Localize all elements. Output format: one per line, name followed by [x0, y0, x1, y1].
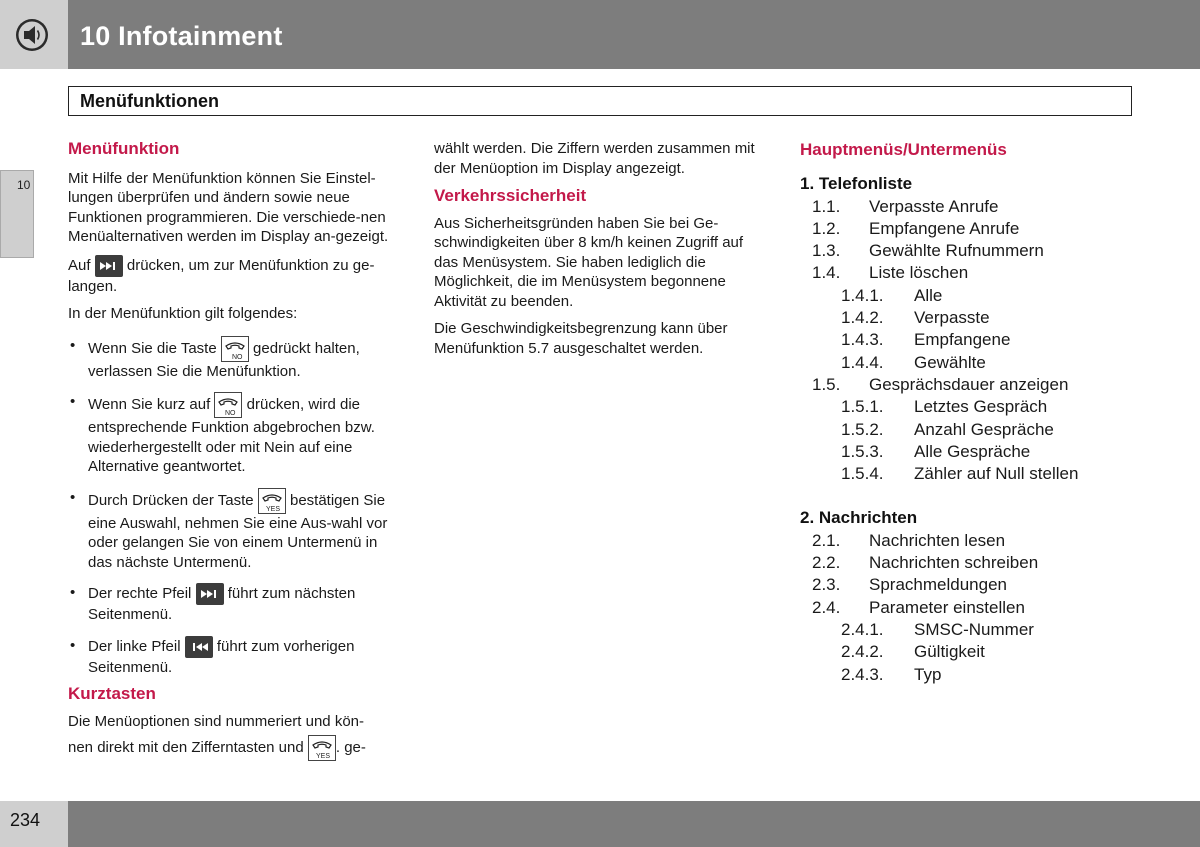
menu-item-label: Anzahl Gespräche	[914, 419, 1054, 439]
paragraph: Die Geschwindigkeitsbegrenzung kann über Menüfunktion 5.7 ausgeschaltet werden.	[434, 320, 728, 357]
menu-item-label: Empfangene Anrufe	[869, 218, 1020, 238]
paragraph: Aus Sicherheitsgründen haben Sie bei Ge-schwindigkeiten über 8 km/h keinen Zugriff auf das Menüsystem. Sie haben lediglich die Möglichkeit, die im Menüsystem begonnene Aktivität zu beenden.	[434, 214, 744, 310]
phone-yes-icon	[258, 488, 286, 514]
menu-item-label: Zähler auf Null stellen	[914, 464, 1079, 484]
menu-item	[800, 240, 1180, 262]
menu-item-number: 2.4.	[812, 597, 841, 617]
menu-item	[800, 552, 1180, 574]
text: Der rechte Pfeil	[88, 584, 192, 602]
svg-text:NO: NO	[231, 353, 243, 361]
svg-text:YES: YES	[265, 505, 280, 513]
column-3	[800, 139, 1180, 686]
menu-item-label: SMSC-Nummer	[914, 619, 1034, 639]
heading-kurztasten: Kurztasten	[68, 684, 156, 703]
svg-text:YES: YES	[315, 753, 330, 760]
menu-item-number: 1.5.	[812, 374, 841, 394]
prev-arrow-icon	[185, 636, 213, 658]
menu-item	[800, 441, 1180, 463]
menu-item	[800, 419, 1180, 441]
text: drücken, wird die entsprechende Funktion abgebrochen bzw. wiederhergestellt oder mit Nein auf eine Alternative geantwortet.	[88, 395, 375, 475]
menu-item-number: 1.4.3.	[841, 330, 884, 350]
text: führt zum nächsten Seitenmenü.	[88, 584, 356, 623]
heading-hauptmenues: Hauptmenüs/Untermenüs	[800, 140, 1007, 159]
menu-item-number: 2.1.	[812, 530, 841, 550]
text: Wenn Sie kurz auf	[88, 395, 211, 413]
menu-item-number: 1.3.	[812, 241, 841, 261]
column-2	[434, 139, 759, 366]
text: Der linke Pfeil	[88, 637, 181, 655]
menu-item	[800, 196, 1180, 218]
menu-item-number: 1.5.4.	[841, 464, 884, 484]
menu-group-nachrichten: 2. Nachrichten	[800, 508, 918, 528]
menu-item-label: Empfangene	[914, 330, 1011, 350]
menu-item-number: 2.4.2.	[841, 642, 884, 662]
menu-item	[800, 329, 1180, 351]
menu-item	[800, 396, 1180, 418]
menu-item-number: 1.2.	[812, 218, 841, 238]
menu-item	[800, 619, 1180, 641]
menu-item-label: Nachrichten lesen	[869, 530, 1006, 550]
paragraph	[68, 255, 403, 297]
menu-list	[800, 530, 1180, 686]
phone-yes-icon	[308, 735, 336, 761]
bullet-list	[68, 336, 403, 678]
menu-item	[800, 664, 1180, 686]
paragraph: Die Menüoptionen sind nummeriert und kön-	[68, 712, 364, 730]
menu-item-number: 2.4.3.	[841, 664, 884, 684]
menu-item	[800, 641, 1180, 663]
text: nen direkt mit den Zifferntasten und	[68, 738, 304, 756]
text: gedrückt halten, verlassen Sie die Menüfunktion.	[88, 339, 360, 380]
menu-item-label: Parameter einstellen	[869, 597, 1025, 617]
menu-group-telefonliste: 1. Telefonliste	[800, 174, 913, 194]
phone-no-icon	[221, 336, 249, 362]
menu-item-label: Verpasste Anrufe	[869, 196, 999, 216]
menu-item-number: 1.5.2.	[841, 419, 884, 439]
menu-item	[800, 530, 1180, 552]
text: Auf	[68, 256, 91, 274]
menu-item-label: Gültigkeit	[914, 642, 985, 662]
menu-item	[800, 218, 1180, 240]
footer-bar	[68, 801, 1200, 847]
menu-item-label: Alle Gespräche	[914, 441, 1031, 461]
menu-item-label: Alle	[914, 285, 943, 305]
menu-item-label: Gewählte Rufnummern	[869, 241, 1044, 261]
menu-item-number: 1.4.1.	[841, 285, 884, 305]
header-icon-box	[0, 0, 68, 69]
text: . ge-	[335, 738, 366, 756]
page-number: 234	[10, 810, 41, 830]
paragraph: In der Menüfunktion gilt folgendes:	[68, 305, 298, 322]
text: führt zum vorherigen Seitenmenü.	[88, 637, 355, 676]
list-item	[68, 392, 403, 477]
menu-item-number: 1.4.	[812, 263, 841, 283]
list-item	[68, 488, 403, 573]
menu-item-label: Liste löschen	[869, 263, 969, 283]
menu-item-label: Sprachmeldungen	[869, 575, 1007, 595]
list-item	[68, 583, 403, 625]
list-item	[68, 336, 403, 382]
paragraph: wählt werden. Die Ziffern werden zusammen mit der Menüoption im Display angezeigt.	[434, 140, 755, 177]
chapter-title: 10 Infotainment	[80, 21, 283, 51]
menu-item-number: 1.5.1.	[841, 397, 884, 417]
menu-item-label: Gewählte	[914, 352, 986, 372]
paragraph	[68, 735, 403, 761]
paragraph: Mit Hilfe der Menüfunktion können Sie Einstel-lungen überprüfen und ändern sowie neue Funktionen programmieren. Die verschiede-nen Menüalternativen werden im Display an-gezeigt.	[68, 169, 389, 245]
text: Wenn Sie die Taste	[88, 339, 217, 357]
menu-item-label: Verpasste	[914, 308, 990, 328]
next-arrow-icon	[196, 583, 224, 605]
side-tab-number: 10	[17, 178, 31, 192]
column-1	[68, 139, 403, 769]
menu-item	[800, 463, 1180, 485]
menu-item	[800, 262, 1180, 284]
menu-item-label: Typ	[914, 664, 942, 684]
menu-item	[800, 597, 1180, 619]
menu-item-number: 1.5.3.	[841, 441, 884, 461]
menu-item-number: 1.4.4.	[841, 352, 884, 372]
heading-verkehrssicherheit: Verkehrssicherheit	[434, 186, 587, 205]
menu-item-number: 2.2.	[812, 553, 841, 573]
menu-item-number: 2.4.1.	[841, 619, 884, 639]
section-title-box	[68, 86, 1132, 116]
svg-text:NO: NO	[225, 410, 236, 417]
speaker-icon	[15, 18, 49, 52]
menu-item	[800, 352, 1180, 374]
text: Durch Drücken der Taste	[88, 491, 254, 509]
menu-item	[800, 374, 1180, 396]
menu-item	[800, 307, 1180, 329]
menu-item-label: Letztes Gespräch	[914, 397, 1048, 417]
menu-item-number: 1.4.2.	[841, 308, 884, 328]
list-item	[68, 636, 403, 678]
menu-item-number: 1.1.	[812, 196, 841, 216]
menu-item-label: Nachrichten schreiben	[869, 553, 1039, 573]
section-title: Menüfunktionen	[80, 91, 219, 111]
menu-item	[800, 285, 1180, 307]
menu-item	[800, 574, 1180, 596]
text: drücken, um zur Menüfunktion zu ge-langen.	[68, 256, 375, 295]
heading-menuefunktion: Menüfunktion	[68, 139, 180, 158]
menu-item-label: Gesprächsdauer anzeigen	[869, 374, 1069, 394]
text: bestätigen Sie eine Auswahl, nehmen Sie eine Aus-wahl vor oder gelangen Sie von einem Untermenü in das nächste Untermenü.	[88, 491, 388, 571]
menu-list	[800, 196, 1180, 486]
next-arrow-icon	[95, 255, 123, 277]
phone-no-icon	[214, 392, 242, 418]
menu-item-number: 2.3.	[812, 575, 841, 595]
